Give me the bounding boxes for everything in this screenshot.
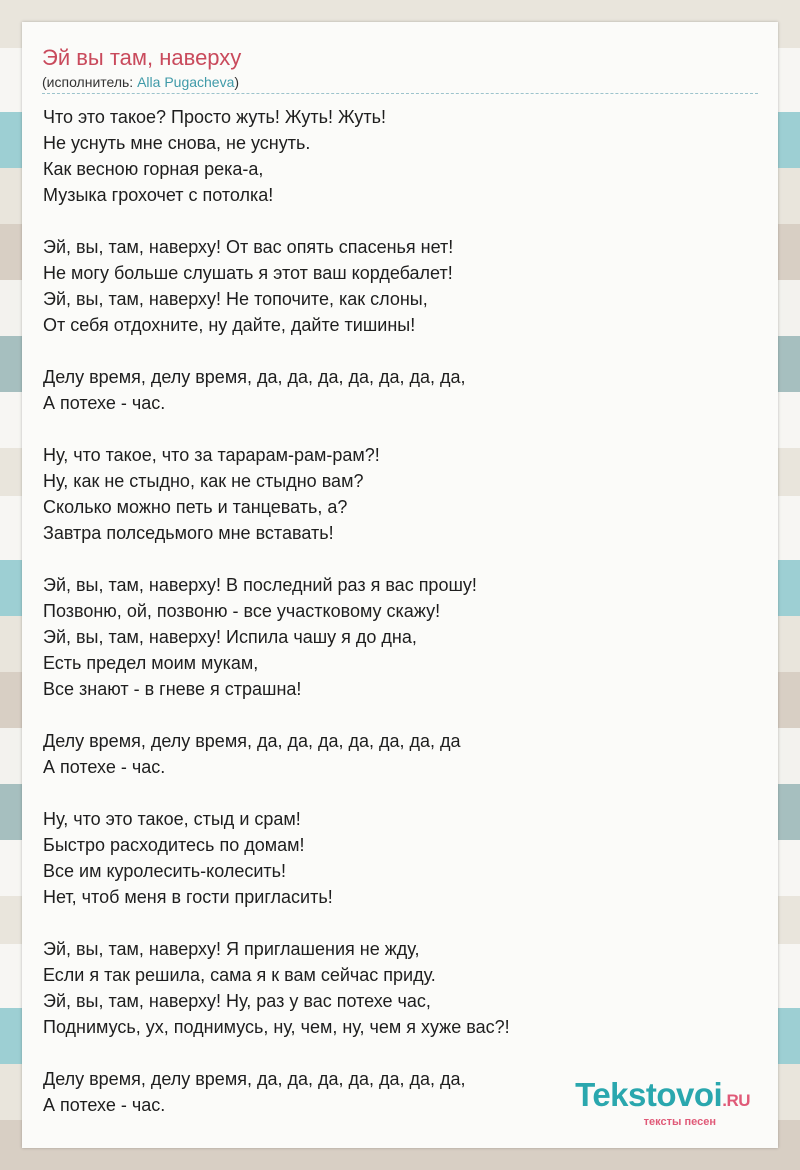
lyrics-stanza [43, 234, 763, 338]
lyrics-stanza [43, 442, 763, 546]
lyrics-line: Нет, чтоб меня в гости пригласить! [43, 887, 333, 907]
lyrics-line: Быстро расходитесь по домам! [43, 835, 305, 855]
lyrics-line: Эй, вы, там, наверху! Испила чашу я до дна, [43, 627, 417, 647]
lyrics-line: Если я так решила, сама я к вам сейчас приду. [43, 965, 436, 985]
performer-prefix: (исполнитель: [42, 74, 138, 90]
logo-name: Tekstovoi [575, 1076, 723, 1113]
lyrics-line: А потехе - час. [43, 757, 166, 777]
lyrics-line: Не уснуть мне снова, не уснуть. [43, 133, 311, 153]
lyrics-stanza [43, 104, 763, 208]
lyrics-line: А потехе - час. [43, 393, 166, 413]
lyrics-line: Поднимусь, ух, поднимусь, ну, чем, ну, чем я хуже вас?! [43, 1017, 510, 1037]
lyrics-line: Музыка грохочет с потолка! [43, 185, 274, 205]
lyrics-line: От себя отдохните, ну дайте, дайте тишины! [43, 315, 416, 335]
lyrics-line: Ну, что такое, что за тарарам-рам-рам?! [43, 445, 380, 465]
lyrics-card [22, 22, 778, 1148]
performer-link[interactable]: Alla Pugacheva [137, 74, 235, 90]
lyrics-stanza [43, 936, 763, 1040]
lyrics-line: Эй, вы, там, наверху! От вас опять спасенья нет! [43, 237, 454, 257]
lyrics-line: Ну, что это такое, стыд и срам! [43, 809, 301, 829]
lyrics-line: Делу время, делу время, да, да, да, да, да, да, да, [43, 367, 466, 387]
logo-tld: .RU [722, 1091, 750, 1110]
lyrics-line: Эй, вы, там, наверху! В последний раз я вас прошу! [43, 575, 477, 595]
lyrics-line: Как весною горная река-а, [43, 159, 264, 179]
lyrics-line: Эй, вы, там, наверху! Я приглашения не жду, [43, 939, 420, 959]
lyrics-line: А потехе - час. [43, 1095, 166, 1115]
lyrics-stanza [43, 364, 763, 416]
lyrics-body [43, 104, 763, 1144]
lyrics-stanza [43, 806, 763, 910]
lyrics-line: Эй, вы, там, наверху! Не топочите, как слоны, [43, 289, 428, 309]
performer-suffix: ) [234, 74, 240, 90]
title-divider [42, 93, 758, 94]
lyrics-line: Делу время, делу время, да, да, да, да, да, да, да [43, 731, 461, 751]
lyrics-line: Эй, вы, там, наверху! Ну, раз у вас потехе час, [43, 991, 431, 1011]
lyrics-line: Позвоню, ой, позвоню - все участковому скажу! [43, 601, 441, 621]
lyrics-line: Не могу больше слушать я этот ваш кордебалет! [43, 263, 453, 283]
lyrics-stanza [43, 728, 763, 780]
lyrics-line: Делу время, делу время, да, да, да, да, да, да, да, [43, 1069, 466, 1089]
lyrics-line: Что это такое? Просто жуть! Жуть! Жуть! [43, 107, 387, 127]
lyrics-line: Завтра полседьмого мне вставать! [43, 523, 334, 543]
site-logo[interactable] [575, 1078, 750, 1128]
lyrics-line: Все им куролесить-колесить! [43, 861, 287, 881]
lyrics-line: Есть предел моим мукам, [43, 653, 259, 673]
performer-line [42, 73, 239, 91]
lyrics-line: Ну, как не стыдно, как не стыдно вам? [43, 471, 364, 491]
logo-tagline: тексты песен [643, 1116, 716, 1128]
song-title: Эй вы там, наверху [42, 45, 242, 70]
lyrics-line: Все знают - в гневе я страшна! [43, 679, 302, 699]
lyrics-line: Сколько можно петь и танцевать, а? [43, 497, 348, 517]
lyrics-stanza [43, 572, 763, 702]
